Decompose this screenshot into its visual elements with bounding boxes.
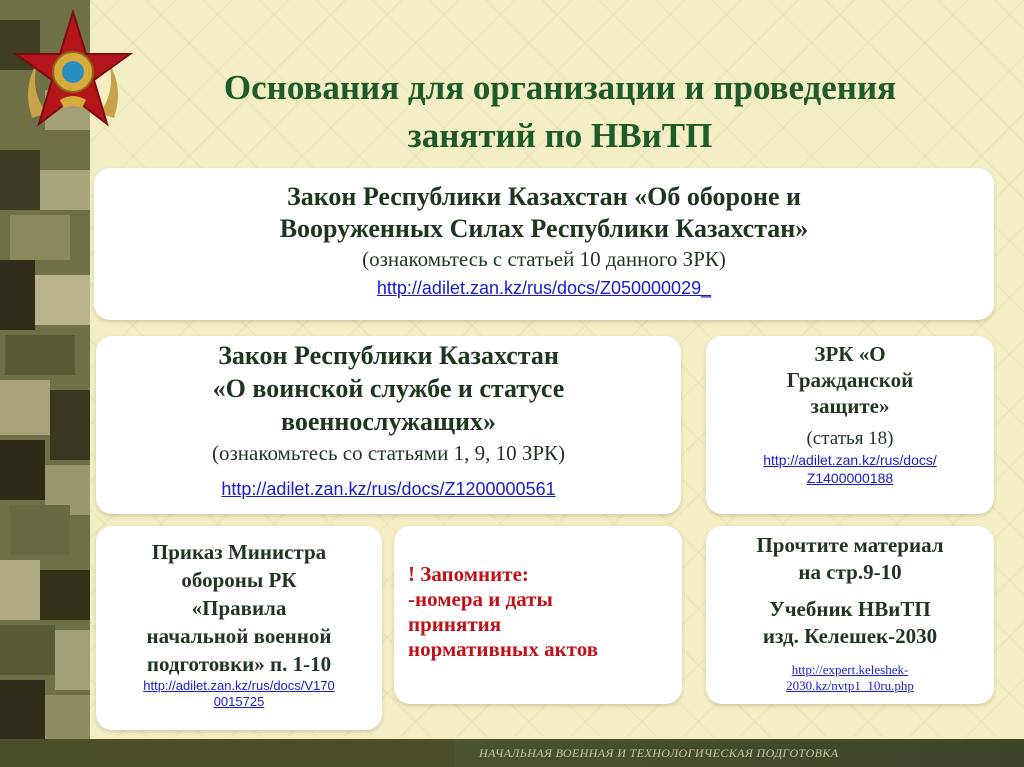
law-defense-heading-2: Вооруженных Силах Республики Казахстан» (279, 214, 809, 243)
star-emblem-icon (12, 8, 134, 140)
remember-line-1: ! Запомните: (408, 562, 529, 586)
card-textbook (706, 526, 994, 704)
order-line-4: начальной военной (146, 624, 332, 648)
textbook-link-line-1[interactable]: http://expert.keleshek- (791, 662, 909, 677)
civil-defense-link-line-2[interactable]: Z1400000188 (806, 470, 894, 486)
law-defense-heading-1: Закон Республики Казахстан «Об обороне и (287, 182, 801, 211)
law-defense-note: (ознакомьтесь с статьей 10 данного ЗРК) (362, 247, 726, 271)
page-title (140, 64, 980, 160)
textbook-line-3: Учебник НВиТП (769, 597, 931, 621)
card-civil-defense (706, 336, 994, 514)
order-link[interactable] (96, 678, 382, 710)
order-link-line-2[interactable]: 0015725 (213, 694, 265, 709)
order-line-3: «Правила (191, 596, 287, 620)
card-remember (394, 526, 682, 704)
order-line-5: подготовки» п. 1-10 (146, 652, 332, 676)
law-service-heading-3: военнослужащих» (281, 407, 496, 436)
card-order (96, 526, 382, 730)
law-defense-link[interactable]: http://adilet.zan.kz/rus/docs/Z050000029_ (376, 278, 712, 298)
civil-defense-link[interactable] (706, 451, 994, 487)
textbook-line-4: изд. Келешек-2030 (762, 624, 938, 648)
civil-defense-heading-2: Гражданской (786, 368, 914, 392)
textbook-link-line-2[interactable]: 2030.kz/nvtp1_10ru.php (786, 678, 914, 693)
law-service-heading-1: Закон Республики Казахстан (218, 341, 559, 370)
law-service-link[interactable]: http://adilet.zan.kz/rus/docs/Z1200000561 (221, 479, 556, 499)
law-service-heading-2: «О воинской службе и статусе (212, 374, 565, 403)
civil-defense-link-line-1[interactable]: http://adilet.zan.kz/rus/docs/ (763, 452, 937, 468)
civil-defense-heading-3: защите» (810, 394, 890, 418)
title-line-2: занятий по НВиТП (407, 116, 713, 155)
remember-line-2: -номера и даты (408, 587, 553, 611)
card-law-service (96, 336, 681, 514)
footer-bar (0, 739, 1024, 767)
civil-defense-heading-1: ЗРК «О (814, 342, 886, 366)
textbook-line-1: Прочтите материал (756, 533, 944, 557)
footer-text: НАЧАЛЬНАЯ ВОЕННАЯ И ТЕХНОЛОГИЧЕСКАЯ ПОДГОТОВКА (455, 739, 1024, 767)
remember-line-4: нормативных актов (408, 637, 599, 661)
remember-line-3: принятия (408, 612, 502, 636)
card-law-defense (94, 168, 994, 320)
order-line-2: обороны РК (181, 568, 297, 592)
textbook-link[interactable] (706, 662, 994, 694)
textbook-line-2: на стр.9-10 (798, 560, 902, 584)
title-line-1: Основания для организации и проведения (223, 68, 897, 107)
civil-defense-note: (статья 18) (806, 428, 894, 449)
order-line-1: Приказ Министра (151, 540, 327, 564)
order-link-line-1[interactable]: http://adilet.zan.kz/rus/docs/V170 (143, 678, 335, 693)
law-service-note: (ознакомьтесь со статьями 1, 9, 10 ЗРК) (211, 441, 566, 465)
